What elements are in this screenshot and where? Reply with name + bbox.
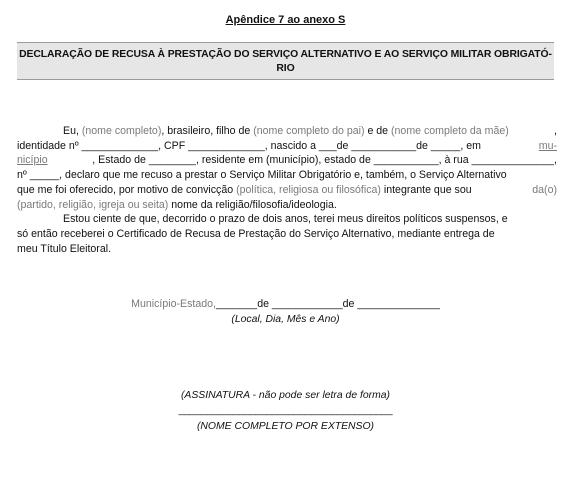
place-date-line [0,298,571,310]
p2-line1-content [17,212,508,227]
paragraph1-line2 [17,139,557,154]
text: Eu, [63,125,82,137]
text: , brasileiro, filho de [161,125,254,137]
p1-line1-content [17,124,509,139]
p1-line5-content [17,183,472,198]
declaration-body [17,124,557,256]
date-blanks: _______de ____________de ______________ [215,298,440,310]
text: , Estado de ________, residente em (município), estado de ___________, à rua ______________, [92,154,557,167]
place-date-caption: (Local, Dia, Mês e Ano) [231,314,340,325]
text: e de [364,125,392,137]
appendix-title: Apêndice 7 ao anexo S [225,14,346,26]
paragraph1-line3 [17,153,557,168]
placeholder-da-o: da(o) [532,183,557,196]
text: meu Título Eleitoral. [17,242,112,255]
paragraph1-line5 [17,183,557,198]
paragraph2-line3 [17,242,557,257]
placeholder-nome-pai: (nome completo do pai) [253,125,365,137]
placeholder-municipio-part2: nicípio [17,154,48,167]
text: só então receberei o Certificado de Recusa de Prestação do Serviço Alternativo, mediante entrega de [17,227,495,240]
signature-line: _______________________________________ [178,405,393,416]
text: Estou ciente de que, decorrido o prazo de dois anos, terei meus direitos políticos suspensos, e [63,213,508,226]
paragraph2-line1 [17,212,557,227]
paragraph1-line4 [17,168,557,183]
placeholder-entidade: (partido, religião, igreja ou seita) [17,198,169,211]
text: , [554,125,557,137]
signature-note: (ASSINATURA - não pode ser letra de forma) [180,390,391,401]
declaration-title-box [17,42,554,80]
placeholder-nome-completo: (nome completo) [81,125,162,137]
text: identidade nº _____________, CPF _____________, nascido a ___de ___________de _____, em [17,139,481,152]
text: integrante que sou [380,183,472,196]
paragraph2-line2 [17,227,557,242]
paragraph1-line1 [17,124,557,139]
place-label: Município-Estado, [131,298,216,310]
paragraph1-line6 [17,198,557,213]
placeholder-municipio-part1: mu- [538,139,557,152]
declaration-title-line2: RIO [276,63,295,74]
signature-caption: (NOME COMPLETO POR EXTENSO) [196,421,375,432]
placeholder-nome-mae: (nome completo da mãe) [391,125,509,137]
text: nome da religião/filosofia/ideologia. [168,198,337,211]
text: nº _____, declaro que me recuso a prestar o Serviço Militar Obrigatório e, também, o Serviço Alternativo [17,169,507,182]
text: que me foi oferecido, por motivo de convicção [17,183,237,196]
declaration-title-line1: DECLARAÇÃO DE RECUSA À PRESTAÇÃO DO SERVIÇO ALTERNATIVO E AO SERVIÇO MILITAR OBRIGATÓ- [19,49,552,60]
placeholder-conviccao: (política, religiosa ou filosófica) [236,183,381,196]
